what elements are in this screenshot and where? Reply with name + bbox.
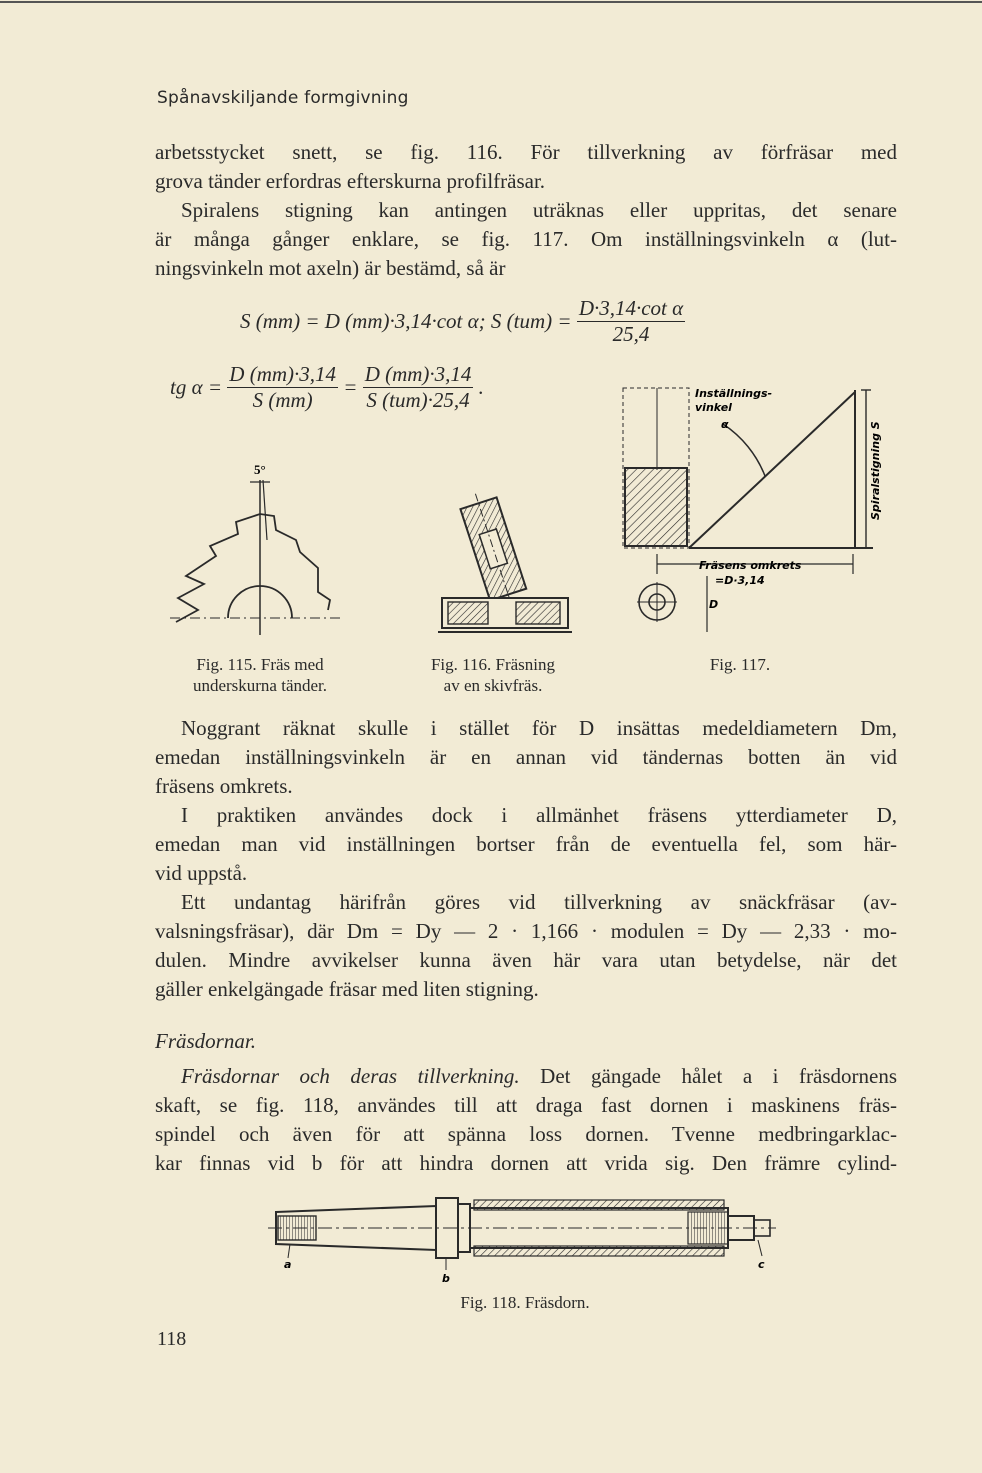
fig-115-cutter-drawing [168,460,353,640]
body-paragraph-4 [155,1062,897,1178]
fig-115-caption [155,654,365,696]
fig-118-arbor-drawing [268,1192,778,1287]
text-line [155,1062,897,1091]
fig-117-pitch-drawing [615,380,885,640]
caption-line: Fig. 116. Fräsning [430,655,556,674]
fig-116-milling-drawing [438,490,573,640]
text-line: fräsens omkrets. [155,774,293,798]
fig-117-circumference-label: Fräsens omkrets [699,559,802,572]
text-line: grova tänder erfordras efterskurna profilfräsar. [155,169,546,193]
caption-line: Fig. 115. Fräs med [196,655,324,674]
text-line: Ett undantag härifrån göres vid tillverkning av snäckfräsar (av- [181,890,897,914]
formula-tangent [170,362,484,413]
text-line: Noggrant räknat skulle i stället för D insättas medeldiametern Dm, [181,716,897,740]
fraction-numerator: D·3,14·cot α [578,296,684,320]
text-line: vid uppstå. [155,861,248,885]
formula-fraction [363,362,474,413]
fig-117-diameter-label: D [709,598,719,611]
formula-fraction [577,296,685,347]
paragraph-lead: Fräsdornar och deras tillverkning. [181,1064,520,1088]
fraction-denominator: 25,4 [612,322,650,346]
formula-pitch [240,296,685,347]
body-paragraph-1 [155,714,897,801]
paragraph-text: Det gängade hålet a i fräsdornens [519,1064,898,1088]
text-line: gäller enkelgängade fräsar med liten stigning. [155,977,539,1001]
fig-116-caption [398,654,588,696]
body-paragraph-2 [155,801,897,888]
caption-line: av en skivfräs. [443,676,543,695]
fraction-numerator: D (mm)·3,14 [229,362,337,386]
formula-end: . [478,375,484,399]
text-line: arbetsstycket snett, se fig. 116. För tillverkning av förfräsar med [155,140,897,164]
text-line: emedan inställningsvinkeln är en annan vid tändernas botten än vid [155,745,897,769]
running-header: Spånavskiljande formgivning [157,88,409,108]
text-line: kar finnas vid b för att hindra dornen att vrida sig. Den främre cylind- [155,1151,897,1175]
formula-lhs: S (mm) = D (mm)·3,14·cot α; S (tum) = [240,309,572,333]
fig-118-label-c: c [758,1258,765,1271]
text-line: ningsvinkeln mot axeln) är bestämd, så är [155,256,506,280]
fig-117-angle-label: vinkel [695,401,732,414]
text-line: dulen. Mindre avvikelser kunna även här vara utan betydelse, när det [155,948,897,972]
fig-117-alpha-label: α [721,418,729,431]
text-line: emedan man vid inställningen bortser från de eventuella fel, som här- [155,832,897,856]
formula-lhs: tg α = [170,375,223,399]
text-line: Spiralens stigning kan antingen uträknas eller uppritas, det senare [181,198,897,222]
formula-equals: = [343,375,358,399]
fig-117-pitch-label: Spiralstigning S [869,421,882,520]
fig-117-caption: Fig. 117. [709,655,771,674]
caption-line: underskurna tänder. [192,676,328,695]
body-paragraph-3 [155,888,897,1004]
page-top-edge [0,1,982,3]
page-number: 118 [157,1328,187,1350]
text-line: skaft, se fig. 118, användes till att draga fast dornen i maskinens fräs- [155,1093,897,1117]
fig-117-angle-label: Inställnings- [695,387,773,400]
fig-117-circumference-value: =D·3,14 [715,574,765,587]
fraction-denominator: S (mm) [252,388,313,412]
fig-115-angle-label: 5° [254,462,266,477]
section-title: Fräsdornar. [155,1029,256,1053]
formula-fraction [227,362,338,413]
fig-118-caption: Fig. 118. Fräsdorn. [460,1293,590,1312]
fraction-numerator: D (mm)·3,14 [364,362,472,386]
fig-118-label-a: a [284,1258,292,1271]
text-line: valsningsfräsar), där Dm = Dy — 2 · 1,166 · modulen = Dy — 2,33 · mo- [155,919,897,943]
text-line: I praktiken användes dock i allmänhet fräsens ytterdiameter D, [181,803,897,827]
text-line: är många gånger enklare, se fig. 117. Om inställningsvinkeln α (lut- [155,227,897,251]
text-line: spindel och även för att spänna loss dornen. Tvenne medbringarklac- [155,1122,897,1146]
fraction-denominator: S (tum)·25,4 [366,388,470,412]
intro-paragraph [155,138,897,283]
fig-118-label-b: b [442,1272,450,1285]
